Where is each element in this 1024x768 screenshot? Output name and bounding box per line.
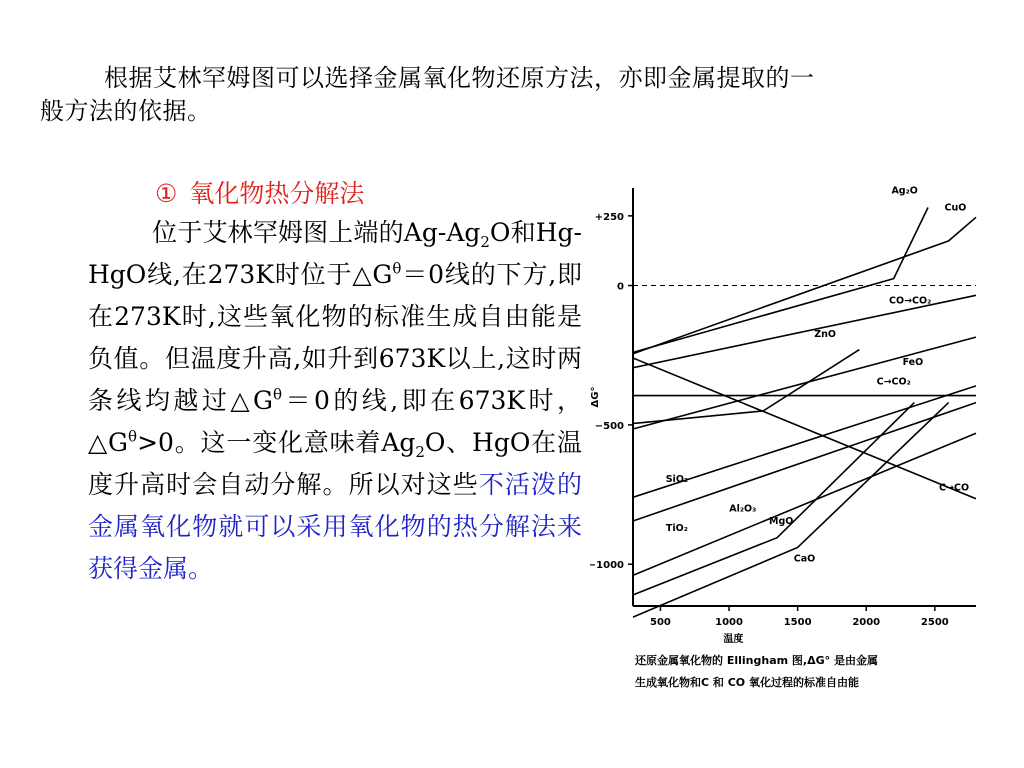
series-label: ZnO — [814, 329, 836, 341]
ag-symbol-2: Ag — [381, 428, 416, 457]
series-line-feo — [633, 337, 976, 429]
delta-g-1: △G — [352, 260, 393, 289]
series-label: Al₂O₃ — [729, 503, 757, 515]
series-label: C→CO — [939, 482, 970, 494]
series-label: CaO — [793, 553, 816, 565]
x-tick-label: 2500 — [920, 617, 949, 628]
y-axis-label: ΔG° — [590, 386, 601, 408]
subscript-2-b: 2 — [415, 443, 425, 461]
series-label: FeO — [902, 356, 924, 368]
body-part-4: ＝0的线,即在673K时， — [282, 386, 582, 415]
section-number: ① — [155, 179, 178, 208]
highlight-text: 不活泼的金属氧化物就可以采用氧化物的热分解法来获得金属。 — [88, 470, 582, 583]
caption-line-2: 生成氧化物和C 和 CO 氧化过程的标准自由能 — [635, 676, 859, 689]
ellingham-chart — [590, 180, 1022, 700]
chart-svg — [590, 180, 1022, 700]
series-line-ag2o — [633, 208, 928, 353]
ag-symbol-1: Ag — [446, 218, 481, 247]
x-tick-label: 500 — [650, 617, 671, 628]
section-heading — [155, 174, 364, 210]
intro-line-1: 根据艾林罕姆图可以选择金属氧化物还原方法，亦即金属提取的一 — [104, 64, 815, 92]
delta-g-3: △G — [88, 428, 129, 457]
subscript-2-a: 2 — [480, 233, 490, 251]
series-label: MgO — [769, 515, 794, 527]
series-label: C→CO₂ — [876, 376, 911, 388]
series-label: CuO — [944, 202, 967, 214]
x-tick-label: 1500 — [783, 617, 812, 628]
series-label: CO→CO₂ — [889, 295, 932, 307]
theta-2: θ — [273, 385, 283, 404]
intro-paragraph — [40, 62, 1015, 128]
chart-caption — [635, 650, 1015, 694]
series-line-tio2 — [633, 403, 976, 521]
intro-line-2: 般方法的依据。 — [40, 97, 212, 125]
theta-3: θ — [128, 427, 138, 446]
x-tick-label: 1000 — [715, 617, 743, 628]
theta-1: θ — [392, 259, 402, 278]
delta-g-2: △G — [230, 386, 274, 415]
body-part-2: O和Hg-HgO线,在273K时位于 — [88, 218, 582, 289]
caption-line-1: 还原金属氧化物的 Ellingham 图,ΔG° 是由金属 — [635, 654, 878, 667]
x-tick-label: 2000 — [852, 617, 881, 628]
body-part-6: O、HgO在温度升高时会自动分解。所以对这些 — [88, 428, 583, 499]
y-tick-label: +250 — [594, 211, 624, 223]
series-label: TiO₂ — [665, 522, 688, 534]
y-tick-label: −500 — [594, 420, 624, 432]
y-tick-label: 0 — [617, 281, 624, 293]
section-title: 氧化物热分解法 — [189, 179, 365, 208]
body-part-5: >0。这一变化意味着 — [137, 428, 382, 457]
body-part-3: ＝0线的下方,即在273K时,这些氧化物的标准生成自由能是负值。但温度升高,如升到673K以上,这时两条线均越过 — [88, 260, 582, 415]
body-part-1: 位于艾林罕姆图上端的Ag- — [152, 218, 447, 247]
body-paragraph — [88, 212, 582, 590]
y-tick-label: −1000 — [590, 560, 624, 572]
series-line-mgo — [633, 403, 914, 595]
series-label: SiO₂ — [665, 473, 689, 485]
x-axis-label: 温度 — [723, 634, 744, 645]
series-label: Ag₂O — [891, 185, 918, 197]
